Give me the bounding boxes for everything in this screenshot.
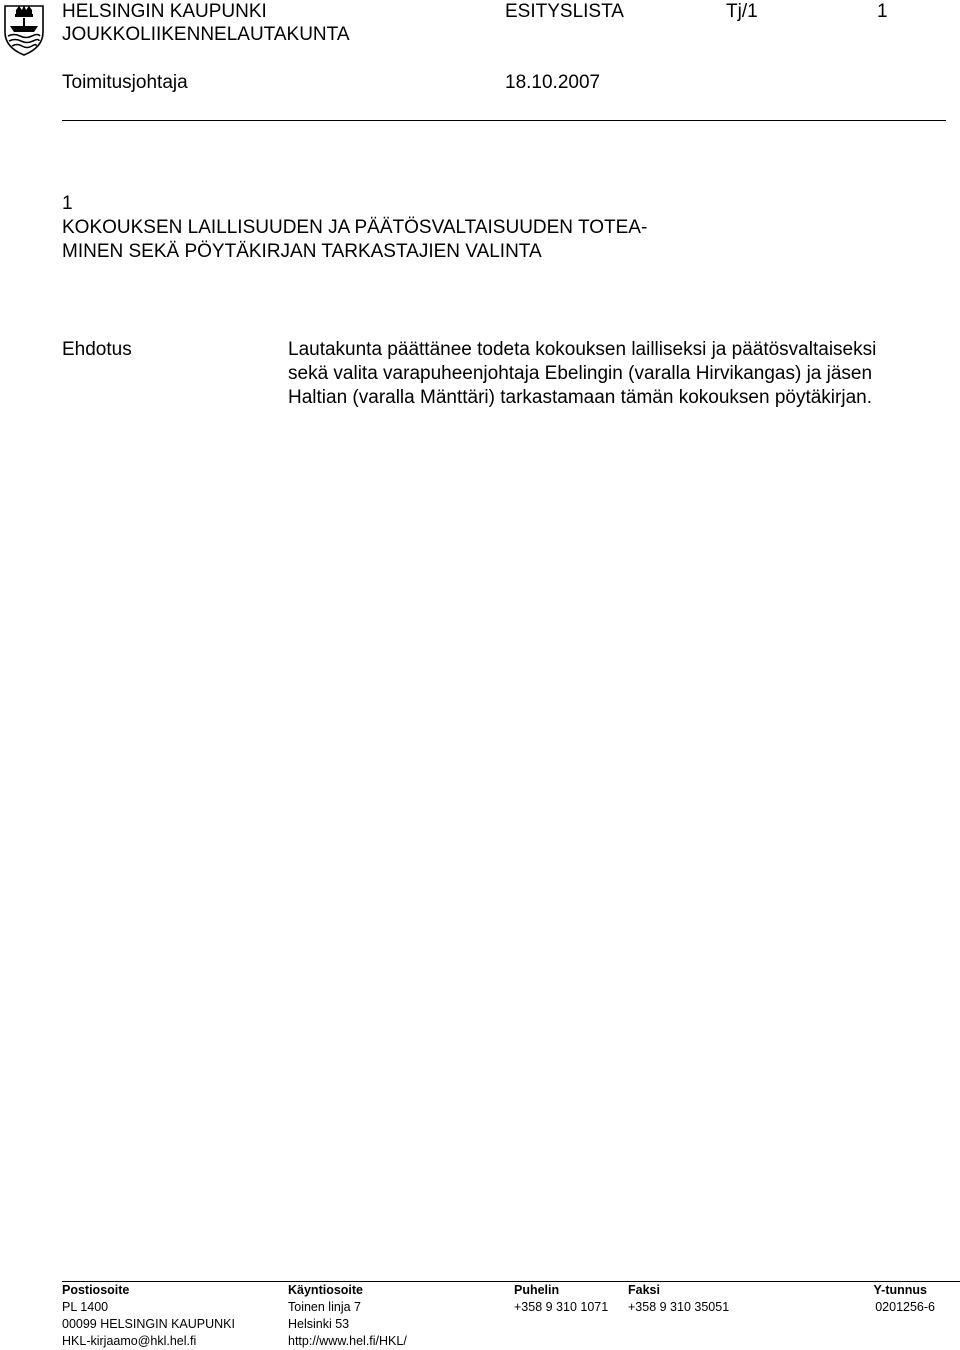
helsinki-crest-icon [2, 2, 46, 56]
footer-ytunnus: 0201256-6 [875, 1300, 935, 1314]
item-title-line-2: MINEN SEKÄ PÖYTÄKIRJAN TARKASTAJIEN VALINTA [62, 241, 542, 262]
footer-phone-header: Puhelin [514, 1283, 560, 1297]
footer-fax: +358 9 310 35051 [628, 1300, 730, 1314]
proposal-line-3: Haltian (varalla Mänttäri) tarkastamaan tämän kokouksen pöytäkirjan. [288, 387, 872, 408]
proposal-label: Ehdotus [62, 339, 132, 360]
footer-email: HKL-kirjaamo@hkl.hel.fi [62, 1334, 197, 1348]
footer-ytunnus-header: Y-tunnus [873, 1283, 927, 1297]
agenda-item-heading [62, 192, 647, 264]
doc-type: ESITYSLISTA [505, 1, 624, 22]
doc-reference: Tj/1 [726, 1, 758, 22]
proposal-line-2: sekä valita varapuheenjohtaja Ebelingin (varalla Hirvikangas) ja jäsen [288, 363, 873, 384]
header-divider [62, 120, 946, 121]
footer-postal-header: Postiosoite [62, 1283, 130, 1297]
proposal-line-1: Lautakunta päättänee todeta kokouksen lailliseksi ja päätösvaltaiseksi [288, 339, 877, 360]
footer-phone: +358 9 310 1071 [514, 1300, 609, 1314]
footer-divider [62, 1281, 960, 1282]
item-number: 1 [62, 193, 73, 214]
footer-visit-line-2: Helsinki 53 [288, 1317, 350, 1331]
footer-visit-line-1: Toinen linja 7 [288, 1300, 361, 1314]
footer-visit-header: Käyntiosoite [288, 1283, 364, 1297]
footer-postal-line-2: 00099 HELSINGIN KAUPUNKI [62, 1317, 235, 1331]
footer-postal-line-1: PL 1400 [62, 1300, 109, 1314]
author-role: Toimitusjohtaja [62, 72, 188, 93]
footer-website: http://www.hel.fi/HKL/ [288, 1334, 407, 1348]
org-department: JOUKKOLIIKENNELAUTAKUNTA [62, 24, 350, 45]
item-title-line-1: KOKOUKSEN LAILLISUUDEN JA PÄÄTÖSVALTAISUUDEN TOTEA- [62, 217, 648, 238]
footer-fax-header: Faksi [628, 1283, 660, 1297]
org-name: HELSINGIN KAUPUNKI [62, 1, 267, 22]
proposal-text [288, 338, 876, 410]
doc-date: 18.10.2007 [505, 72, 601, 93]
page-number: 1 [877, 1, 888, 22]
